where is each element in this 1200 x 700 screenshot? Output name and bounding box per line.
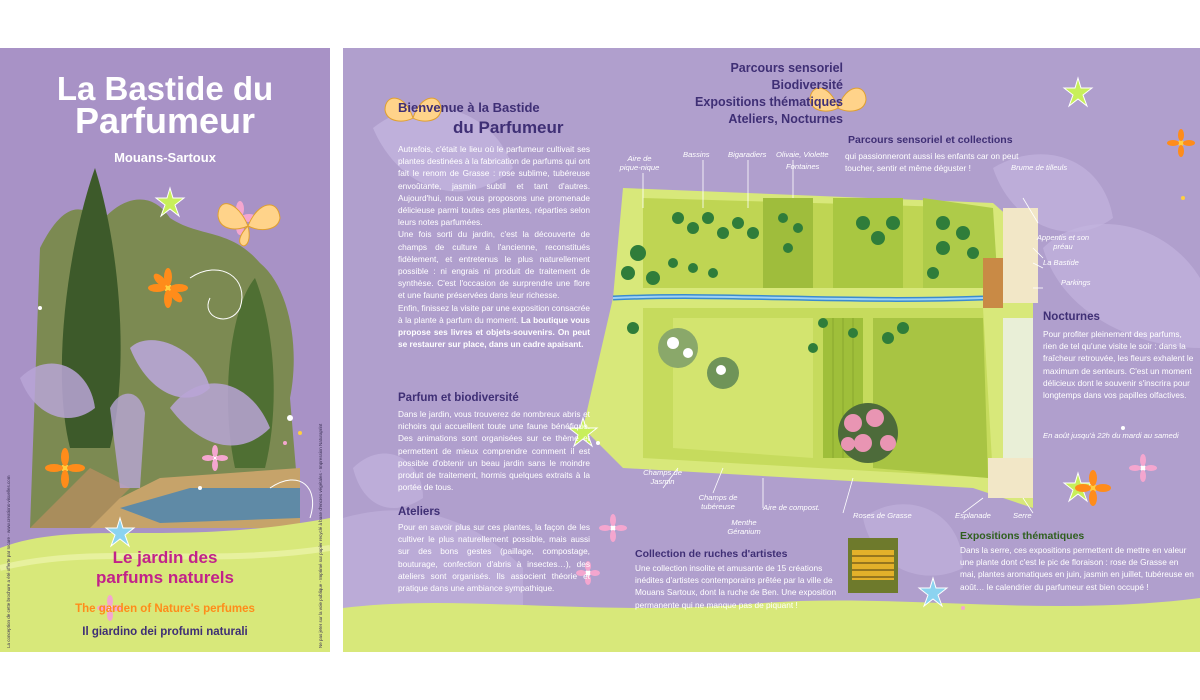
exposition-text: Enfin, finissez la visite par une exposition consacrée à la plante à parfum du moment. [398, 302, 590, 325]
pink-flower [599, 514, 627, 542]
serre [1003, 318, 1033, 458]
ateliers-title: Ateliers [398, 506, 441, 518]
roses-photo [838, 403, 898, 463]
ruches-text: Une collection insolite et amusante de 15 créations inédites d'artistes contemporains prêtée par la ville de Mouans Sartoux, dont la ruche de Ben. Une exposition permanente qui ne manque pas de piquant ! [635, 563, 837, 610]
tagline-fr-line2: parfums naturels [96, 568, 234, 587]
cover-title-line1: La Bastide du [56, 70, 274, 107]
beehive-photo [848, 538, 898, 593]
label-fontaines: Fontaines [786, 162, 820, 171]
label-serre: Serre [1013, 511, 1032, 520]
label-aire-piquenique: Aire de pique-nique [619, 154, 660, 172]
orange-flower [1167, 129, 1195, 157]
orange-flower [1075, 470, 1111, 506]
blue-star [919, 578, 947, 606]
brochure-cover [0, 48, 330, 652]
tagline-it: Il giardino dei profumi naturali [82, 626, 248, 638]
header-line-2: Biodiversité [771, 78, 843, 92]
side-credit-right: Ne pas jeter sur la voie publique - Imprimé sur papier recyclé à base d'encres végétales - Impression Naturaprint [318, 423, 323, 648]
expo-title: Expositions thématiques [960, 530, 1085, 542]
welcome-title-b: du Parfumeur [453, 118, 564, 137]
header-line-3: Expositions thématiques [695, 95, 843, 109]
label-aire-compost: Aire de compost. [763, 503, 820, 512]
tagline-en: The garden of Nature's perfumes [75, 603, 255, 615]
intro-paragraph: Autrefois, c'était le lieu où le parfumeur cultivait ses plantes destinées à la fabrication de parfums qui ont fait le renom de Grasse : rose sublime, tubéreuse envoûtante, jasmin subtil et tant d'autres. Aujourd'hui, nous vous proposons une promenade délicieuse parmi toutes ces plantes, réparties selon leurs notes parfumées. [398, 144, 590, 228]
label-bigaradiers: Bigaradiers [728, 150, 767, 159]
brochure-inside [343, 48, 1200, 652]
parcours-text: qui passionneront aussi les enfants car on peut toucher, sentir et même déguster ! [845, 151, 1019, 174]
label-roses: Roses de Grasse [853, 511, 912, 520]
bio-text: Dans le jardin, vous trouverez de nombreux abris et nichoirs qui accueillent toute une faune bénéfique. Des animations sont organisées sur ce thème et permettent de mieux comprendre comment il est possible d'obtenir un beau jardin sans le moindre produit de traitement, hormis quelques extraits à la portée de tous. [398, 409, 590, 493]
cover-subtitle: Mouans-Sartoux [114, 150, 216, 165]
tagline-fr-line1: Le jardin des [112, 548, 218, 567]
expo-text: Dans la serre, ces expositions permettent de mettre en valeur une plante dont c'est le pic de floraison : rose de Grasse en mai, plantes aromatiques en juin, jasmin en juillet, tubéreuse en août… le calendrier du parfumeur est bien occupé ! [960, 545, 1194, 592]
welcome-title-a: Bienvenue à la Bastide [398, 100, 540, 115]
nocturnes-text: Pour profiter pleinement des parfums, rien de tel qu'une visite le soir : dans la fraîcheur retrouvée, les fleurs exhalent le maximum de senteurs. C'est un moment délicieux dont le souvenir s'inscrira pour longtemps dans vos papilles olfactives. [1043, 329, 1194, 401]
label-champs-tubereuse: Champs de tubéreuse [698, 493, 738, 511]
side-credit-left: La conception de cette brochure a été offerte par Iocare - www.creations-visuelles.com [6, 475, 11, 648]
exposition-paragraph [398, 302, 590, 351]
label-appentis: Appentis et son préau [1036, 233, 1090, 251]
bio-title: Parfum et biodiversité [398, 392, 519, 404]
boutique-text: La boutique vous propose ses livres et objets-souvenirs. On peut se restaurer sur place, dans un cadre apaisant. [398, 314, 590, 350]
nocturnes-note: En août jusqu'à 22h du mardi au samedi [1043, 431, 1179, 440]
label-bassins: Bassins [683, 150, 710, 159]
green-star [1064, 78, 1092, 106]
label-esplanade: Esplanade [955, 511, 991, 520]
jasmine-photo [658, 328, 698, 368]
label-parkings: Parkings [1061, 278, 1091, 287]
parcours-title: Parcours sensoriel et collections [848, 134, 1013, 146]
ateliers-text: Pour en savoir plus sur ces plantes, la façon de les cultiver le plus naturellement possible, mais aussi sur des bons gestes (paillage, compostage, bouturage, confection d'abris à insectes…), des ateliers sont organisés. Ils associent théorie et pratique dans une ambiance sympathique. [398, 522, 590, 594]
pink-flower [1129, 454, 1157, 482]
header-line-4: Ateliers, Nocturnes [728, 112, 843, 126]
label-menthe: Menthe Géranium [727, 518, 761, 536]
bastide-building [1003, 208, 1038, 303]
garden-map [583, 188, 1038, 508]
label-brume: Brume de tilleuls [1011, 163, 1068, 172]
label-olivaie: Olivaie, Violette [776, 150, 829, 159]
header-line-1: Parcours sensoriel [730, 61, 843, 75]
nocturnes-title: Nocturnes [1043, 311, 1100, 323]
ruches-title: Collection de ruches d'artistes [635, 548, 788, 560]
culture-paragraph: Une fois sorti du jardin, c'est la découverte de champs de culture à l'ancienne, reconstitués fidèlement, et entretenus le plus naturellement possible : ni engrais ni produit de traitement de synthèse. C'est l'occasion de surprendre une flore et une faune préservées dans leur richesse. [398, 229, 590, 301]
label-champs-jasmin: Champs de Jasmin [643, 468, 682, 486]
label-bastide: La Bastide [1043, 258, 1079, 267]
intro-text [398, 143, 590, 350]
inside-header [613, 60, 843, 128]
cover-title-line2: Parfumeur [74, 100, 256, 141]
